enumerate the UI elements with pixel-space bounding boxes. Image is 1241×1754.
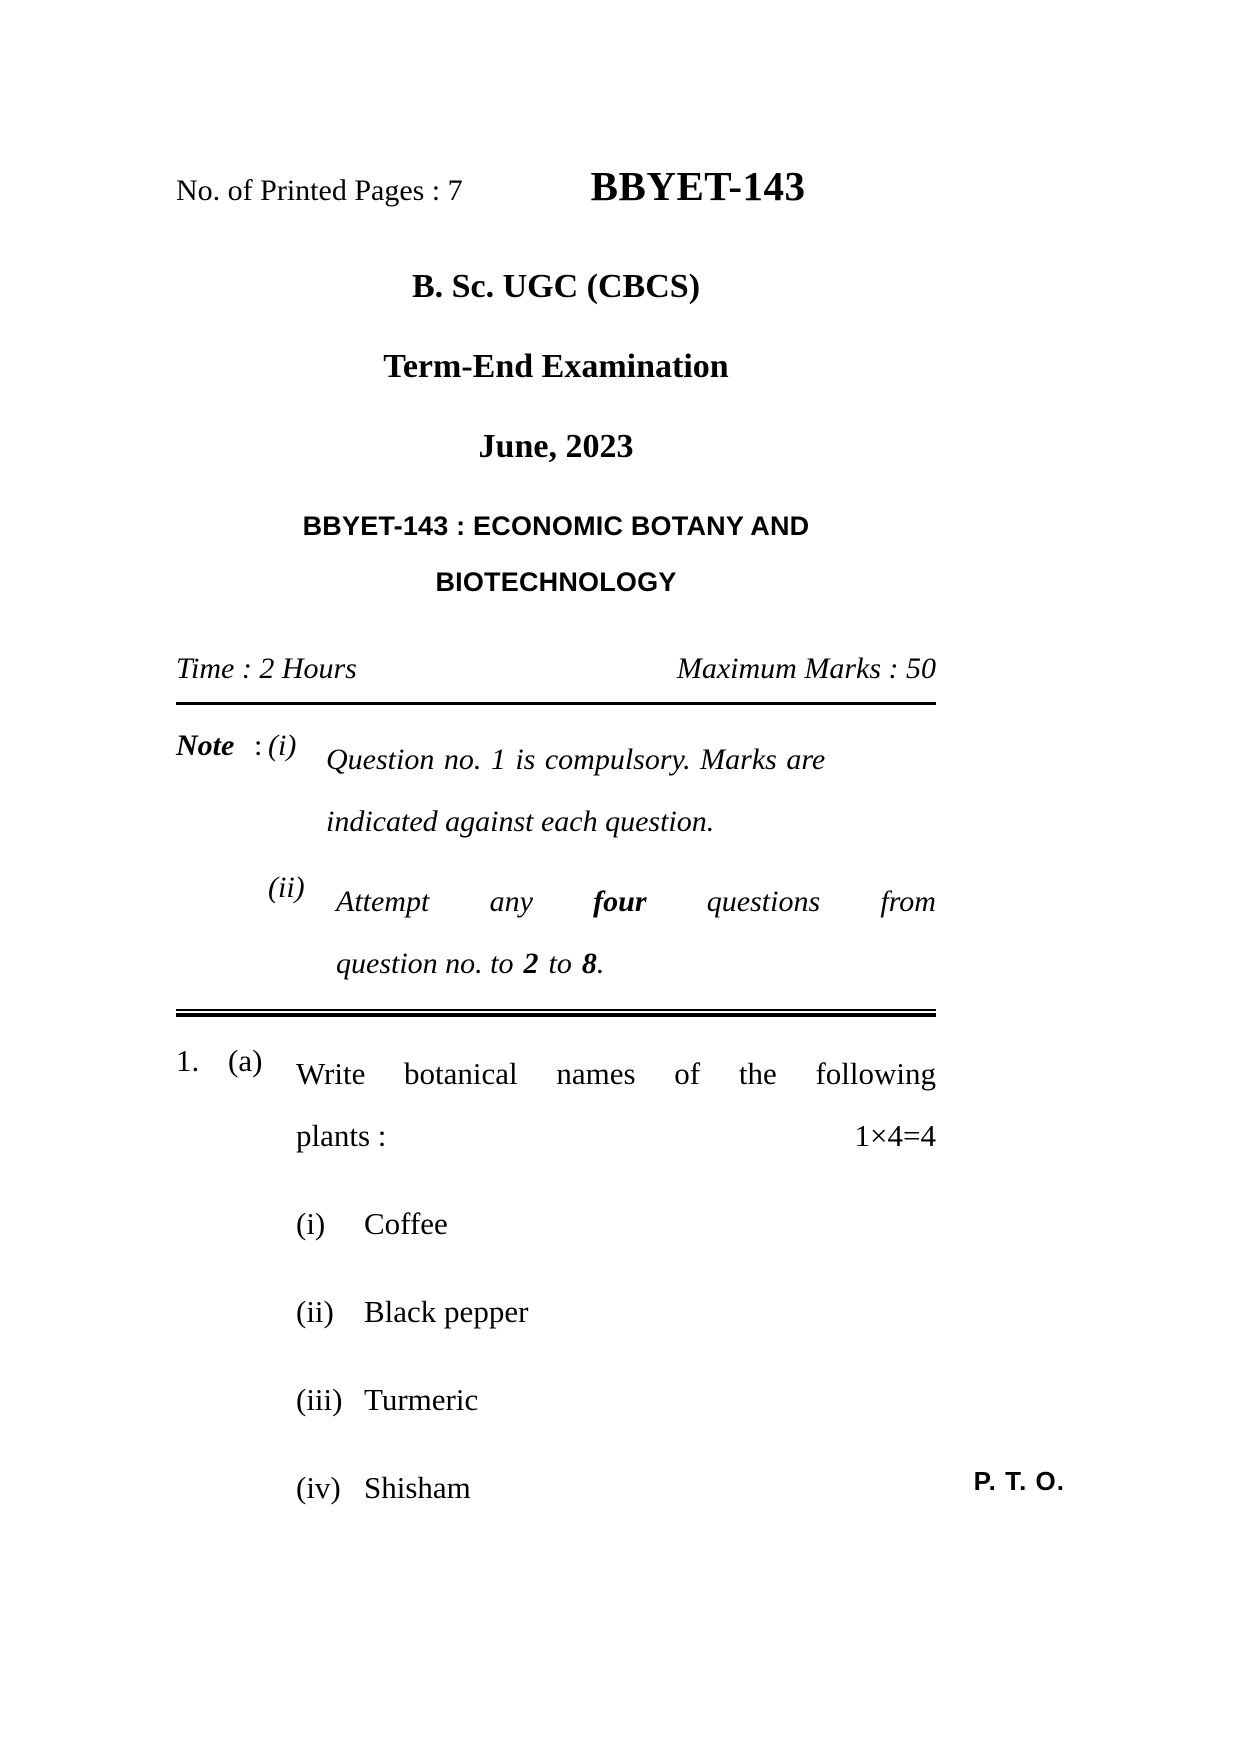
note-ii-word-attempt: Attempt xyxy=(336,885,430,918)
note-ii-question-end: 8 xyxy=(581,947,597,980)
note-ii-word-from: from xyxy=(880,885,936,918)
note-label: Note xyxy=(176,729,235,762)
sub-item-iv xyxy=(296,1457,936,1519)
sub-item-i-number: (i) xyxy=(296,1206,326,1241)
question-1-text-line-1: Write botanical names of the following xyxy=(296,1056,936,1091)
page-header xyxy=(176,162,936,214)
course-code: BBYET-143 xyxy=(590,163,806,209)
note-item-text-ii xyxy=(336,871,936,995)
note-item-text-i xyxy=(326,729,936,853)
exam-info-row xyxy=(176,652,936,686)
divider-double-rule xyxy=(176,1009,936,1017)
note-item-ii-line-1 xyxy=(336,871,936,933)
question-1-text-line-2: plants : xyxy=(296,1118,387,1153)
page-turn-over-label: P. T. O. xyxy=(973,1466,1065,1496)
page-content xyxy=(176,0,936,1519)
question-1-marks: 1×4=4 xyxy=(854,1118,936,1153)
question-1-part-a-label: (a) xyxy=(228,1043,263,1078)
note-ii-question-start: 2 xyxy=(523,947,539,980)
note-item-i-line-2: indicated against each question. xyxy=(326,805,715,838)
question-1-sub-items xyxy=(296,1193,936,1519)
sub-item-i-text: Coffee xyxy=(364,1206,448,1241)
sub-item-iv-text: Shisham xyxy=(364,1470,471,1505)
sub-item-i xyxy=(296,1193,936,1255)
question-1-text-line-2-row xyxy=(296,1105,936,1167)
note-item-number-ii: (ii) xyxy=(268,871,305,904)
note-section xyxy=(176,729,936,995)
title-block xyxy=(176,268,936,610)
question-1-number: 1. xyxy=(176,1043,200,1078)
sub-item-iii-text: Turmeric xyxy=(364,1382,479,1417)
note-item-i xyxy=(176,729,936,853)
subject-title xyxy=(176,498,936,610)
divider-double-rule-bottom xyxy=(176,1013,936,1017)
printed-pages-label: No. of Printed Pages : 7 xyxy=(176,174,463,207)
note-ii-line2-prefix: question no. to xyxy=(336,947,514,980)
subject-title-line-2: BIOTECHNOLOGY xyxy=(435,567,677,597)
note-item-ii xyxy=(176,871,936,995)
note-ii-word-four: four xyxy=(593,885,647,918)
note-item-number-i: (i) xyxy=(268,729,297,762)
sub-item-iv-number: (iv) xyxy=(296,1470,341,1505)
question-1 xyxy=(176,1043,936,1519)
question-1-row xyxy=(176,1043,936,1519)
sub-item-ii-number: (ii) xyxy=(296,1294,334,1329)
note-ii-line2-to: to xyxy=(548,947,572,980)
sub-item-iii xyxy=(296,1369,936,1431)
divider-double-rule-top xyxy=(176,1009,936,1011)
examination-session: June, 2023 xyxy=(478,428,634,465)
examination-title: Term-End Examination xyxy=(383,348,729,385)
note-ii-line2-period: . xyxy=(596,947,605,980)
note-ii-word-questions: questions xyxy=(706,885,821,918)
sub-item-iii-number: (iii) xyxy=(296,1382,343,1417)
note-colon: : xyxy=(254,729,263,762)
note-item-ii-line-2 xyxy=(336,933,936,995)
sub-item-ii xyxy=(296,1281,936,1343)
degree-title: B. Sc. UGC (CBCS) xyxy=(411,268,701,305)
divider-single-rule xyxy=(176,702,936,705)
maximum-marks: Maximum Marks : 50 xyxy=(676,652,936,685)
note-ii-word-any: any xyxy=(489,885,533,918)
sub-item-ii-text: Black pepper xyxy=(364,1294,529,1329)
question-1-part-a-body xyxy=(296,1043,936,1519)
exam-duration: Time : 2 Hours xyxy=(176,652,357,685)
note-item-i-line-1: Question no. 1 is compulsory. Marks are xyxy=(326,743,826,776)
subject-title-line-1: BBYET-143 : ECONOMIC BOTANY AND xyxy=(302,511,810,541)
